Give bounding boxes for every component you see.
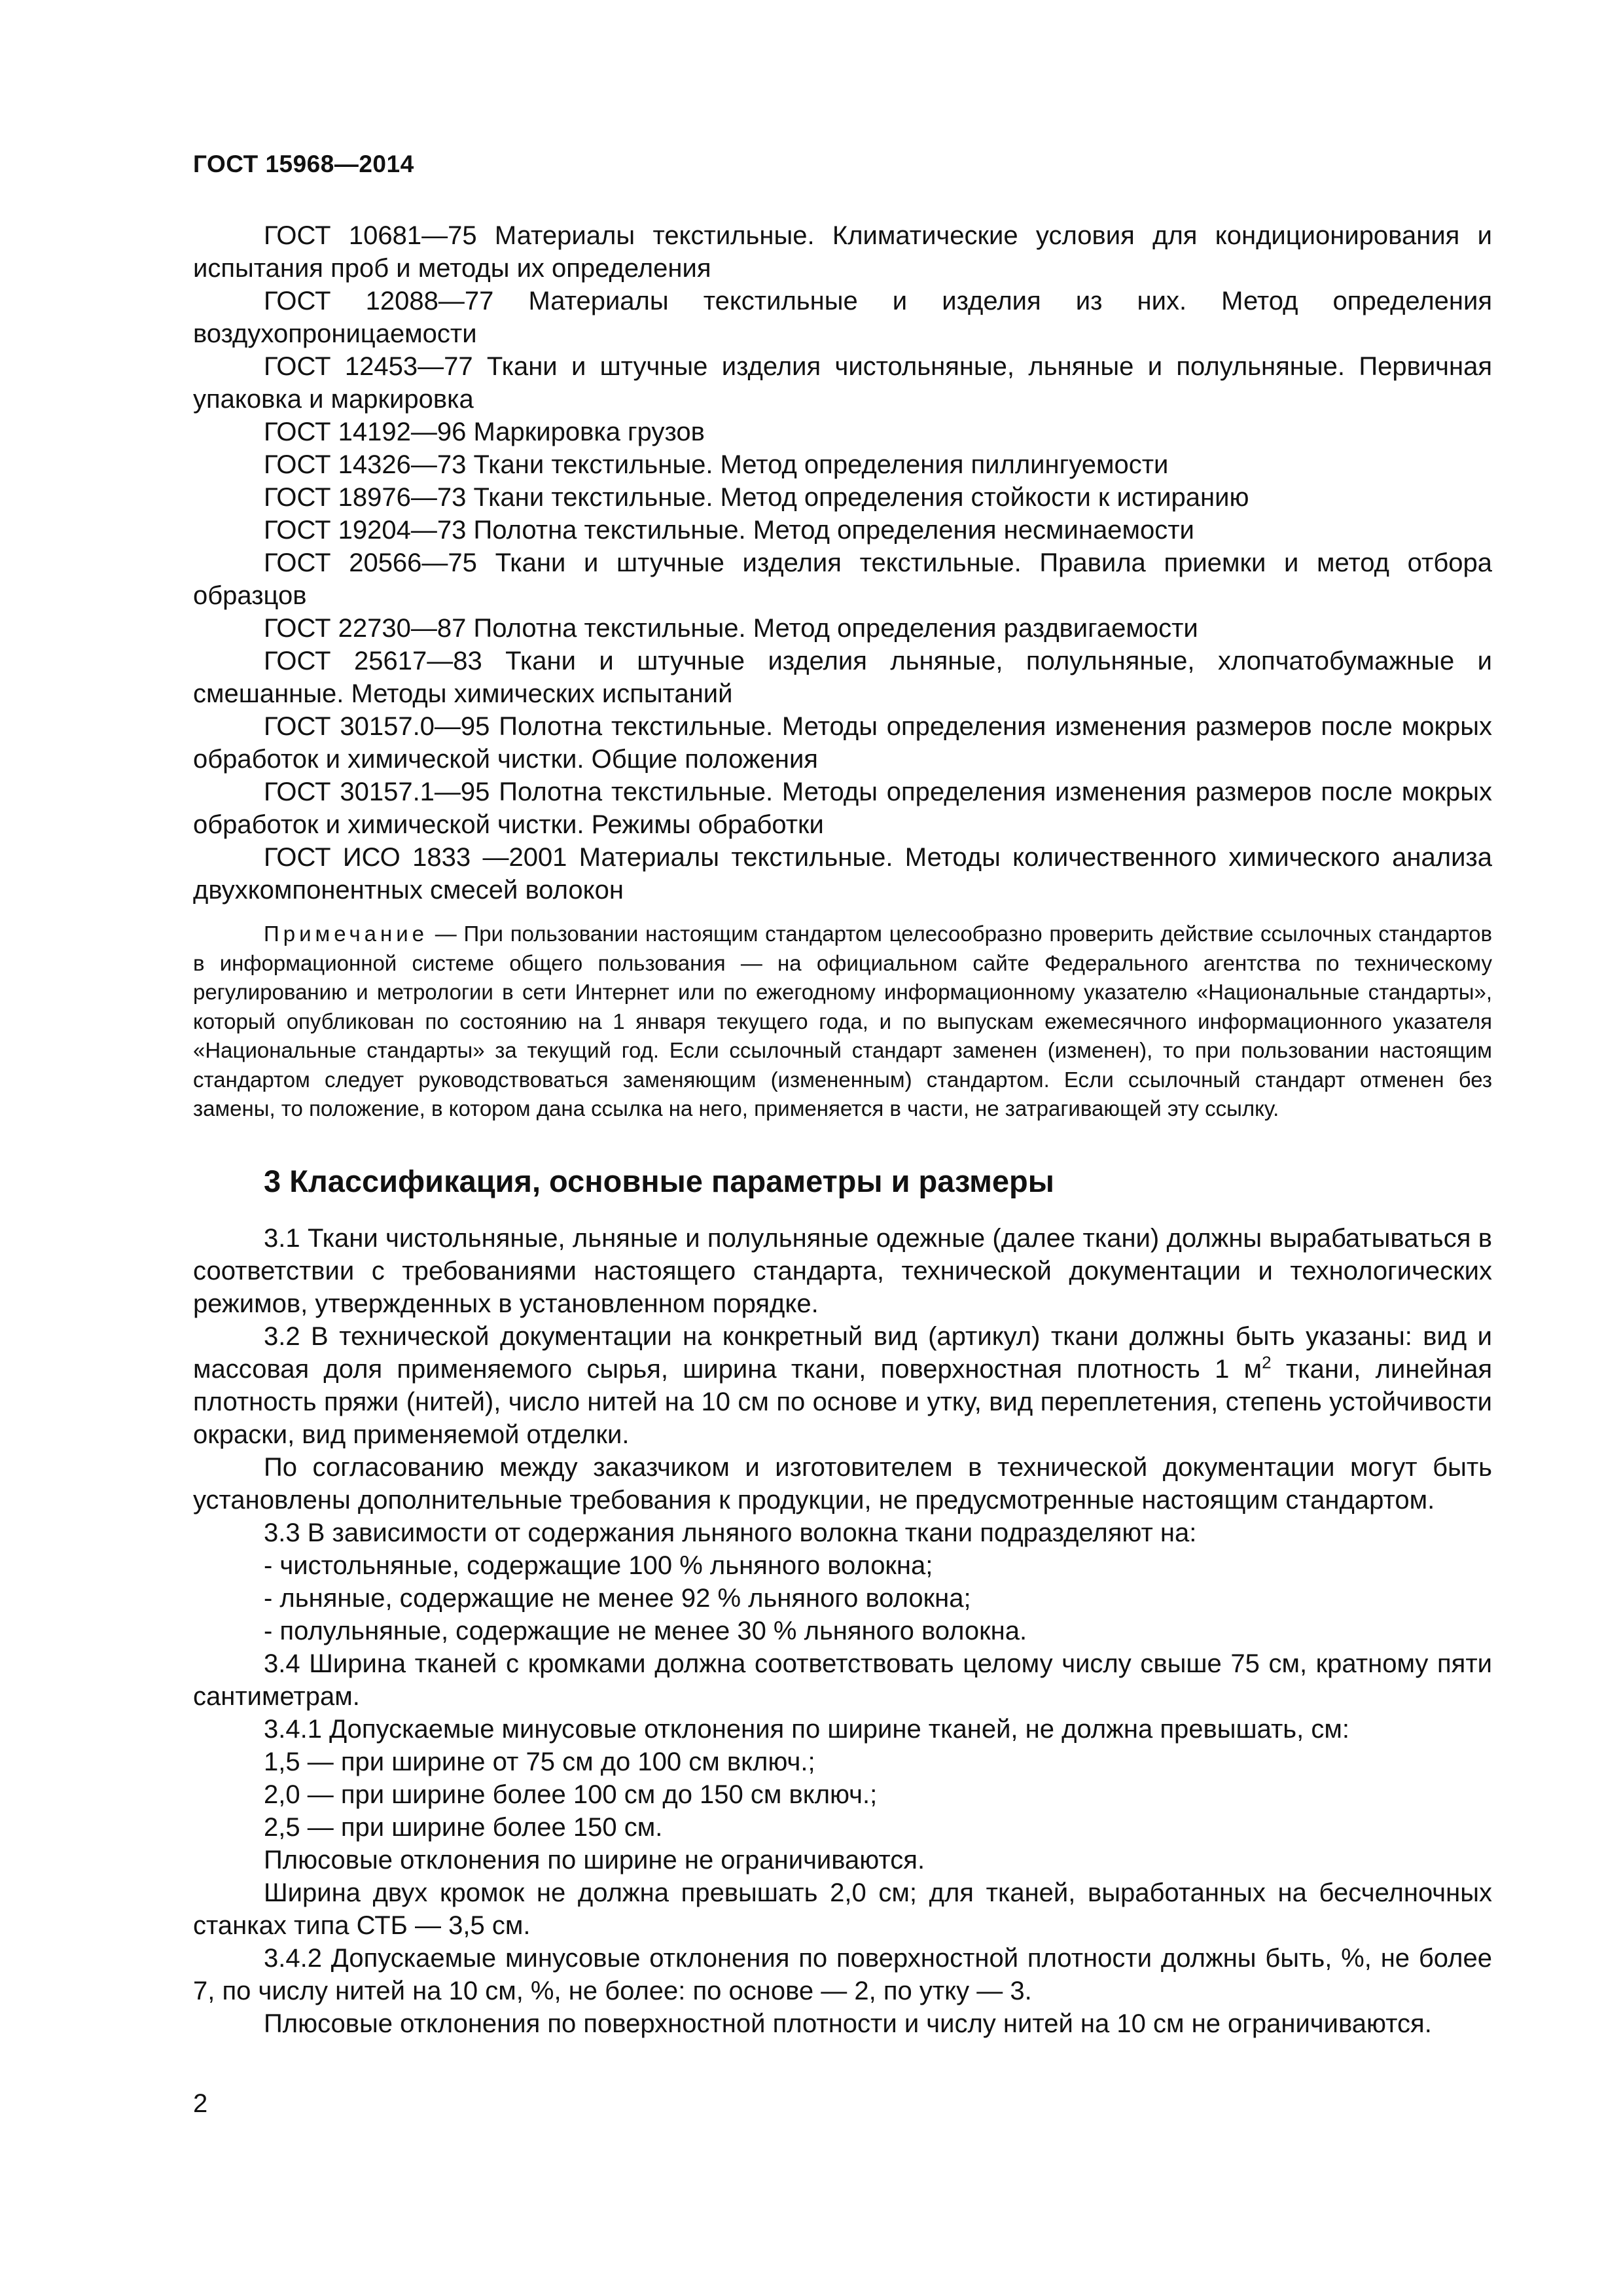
list-item: 2,0 — при ширине более 100 см до 150 см включ.;	[264, 1780, 878, 1809]
plus-density-paragraph: Плюсовые отклонения по поверхностной плотности и числу нитей на 10 см не ограничиваются.	[264, 2009, 1432, 2038]
clause-3-2-text-b: ткани, линейная плотность пряжи (нитей), число нитей на 10 см по основе и утку, вид переплетения, степень устойчивости окраски, вид применяемой отделки.	[193, 1354, 1493, 1449]
list-item: - чистольняные, содержащие 100 % льняного волокна;	[264, 1551, 933, 1580]
list-item: 2,5 — при ширине более 150 см.	[264, 1812, 663, 1842]
list-item: 1,5 — при ширине от 75 см до 100 см включ.;	[264, 1747, 815, 1776]
note-text: — При пользовании настоящим стандартом целесообразно проверить действие ссылочных стандартов в информационной системе общего пользования — на официальном сайте Федерального агентства по техническому регулированию и метрологии в сети Интернет или по ежегодному информационному указателю «Национальные стандарты», который опубликован по состоянию на 1 января текущего года, и по выпускам ежемесячного информационного указателя «Национальные стандарты» за текущий год. Если ссылочный стандарт заменен (изменен), то при пользовании настоящим стандартом следует руководствоваться заменяющим (измененным) стандартом. Если ссылочный стандарт отменен без замены, то положение, в котором дана ссылка на него, применяется в части, не затрагивающей эту ссылку.	[193, 922, 1492, 1121]
reference-item: ГОСТ 30157.1—95 Полотна текстильные. Методы определения изменения размеров после мокрых обработок и химической чистки. Режимы обработки	[193, 778, 1492, 839]
reference-item: ГОСТ 18976—73 Ткани текстильные. Метод определения стойкости к истиранию	[264, 483, 1249, 512]
agreement-paragraph: По согласованию между заказчиком и изготовителем в технической документации могут быть установлены дополнительные требования к продукции, не предусмотренные настоящим стандартом.	[193, 1452, 1492, 1515]
list-item: - полульняные, содержащие не менее 30 % льняного волокна.	[264, 1616, 1027, 1645]
reference-item: ГОСТ ИСО 1833 —2001 Материалы текстильные. Методы количественного химического анализа двухкомпонентных смесей волокон	[193, 843, 1492, 905]
clause-3-3: 3.3 В зависимости от содержания льняного волокна ткани подразделяют на:	[264, 1518, 1197, 1547]
clause-3-2-text-a: 3.2 В технической документации на конкретный вид (артикул) ткани должны быть указаны: вид и массовая доля применяемого сырья, ширина ткани, поверхностная плотность 1 м	[193, 1321, 1492, 1384]
section-body	[193, 1222, 1492, 2040]
plus-width-paragraph: Плюсовые отклонения по ширине не ограничиваются.	[264, 1845, 925, 1874]
note-paragraph	[193, 920, 1492, 1124]
reference-item: ГОСТ 30157.0—95 Полотна текстильные. Методы определения изменения размеров после мокрых обработок и химической чистки. Общие положения	[193, 712, 1492, 774]
page-number: 2	[193, 2089, 208, 2118]
edges-paragraph: Ширина двух кромок не должна превышать 2,0 см; для тканей, выработанных на бесчелночных станках типа СТБ — 3,5 см.	[193, 1878, 1492, 1940]
clause-3-4: 3.4 Ширина тканей с кромками должна соответствовать целому числу свыше 75 см, кратному пяти сантиметрам.	[193, 1649, 1492, 1711]
reference-item: ГОСТ 20566—75 Ткани и штучные изделия текстильные. Правила приемки и метод отбора образцов	[193, 548, 1492, 610]
normative-references-list	[193, 219, 1492, 906]
reference-item: ГОСТ 12453—77 Ткани и штучные изделия чистольняные, льняные и полульняные. Первичная упаковка и маркировка	[193, 352, 1492, 414]
reference-item: ГОСТ 10681—75 Материалы текстильные. Климатические условия для кондиционирования и испытания проб и методы их определения	[193, 221, 1492, 283]
reference-item: ГОСТ 22730—87 Полотна текстильные. Метод определения раздвигаемости	[264, 614, 1198, 643]
reference-item: ГОСТ 19204—73 Полотна текстильные. Метод определения несминаемости	[264, 516, 1194, 545]
clause-3-4-1: 3.4.1 Допускаемые минусовые отклонения по ширине тканей, не должна превышать, см:	[264, 1714, 1349, 1744]
clause-3-2	[193, 1320, 1492, 1451]
list-item: - льняные, содержащие не менее 92 % льняного волокна;	[264, 1583, 971, 1613]
document-code-header: ГОСТ 15968—2014	[193, 151, 414, 177]
reference-item: ГОСТ 25617—83 Ткани и штучные изделия льняные, полульняные, хлопчатобумажные и смешанные. Методы химических испытаний	[193, 647, 1492, 708]
reference-item: ГОСТ 14326—73 Ткани текстильные. Метод определения пиллингуемости	[264, 450, 1169, 479]
reference-item: ГОСТ 14192—96 Маркировка грузов	[264, 418, 705, 446]
clause-3-1: 3.1 Ткани чистольняные, льняные и полульняные одежные (далее ткани) должны вырабатываться в соответствии с требованиями настоящего стандарта, технической документации и технологических режимов, утвержденных в установленном порядке.	[193, 1223, 1492, 1318]
page-content	[193, 219, 1492, 2040]
note-block	[193, 920, 1492, 1124]
note-label: Примечание	[264, 922, 429, 946]
section-title: 3 Классификация, основные параметры и размеры	[264, 1163, 1054, 1198]
reference-item: ГОСТ 12088—77 Материалы текстильные и изделия из них. Метод определения воздухопроницаемости	[193, 287, 1492, 348]
clause-3-4-2: 3.4.2 Допускаемые минусовые отклонения по поверхностной плотности должны быть, %, не более 7, по числу нитей на 10 см, %, не более: по основе — 2, по утку — 3.	[193, 1943, 1492, 2005]
superscript-2: 2	[1262, 1352, 1272, 1372]
